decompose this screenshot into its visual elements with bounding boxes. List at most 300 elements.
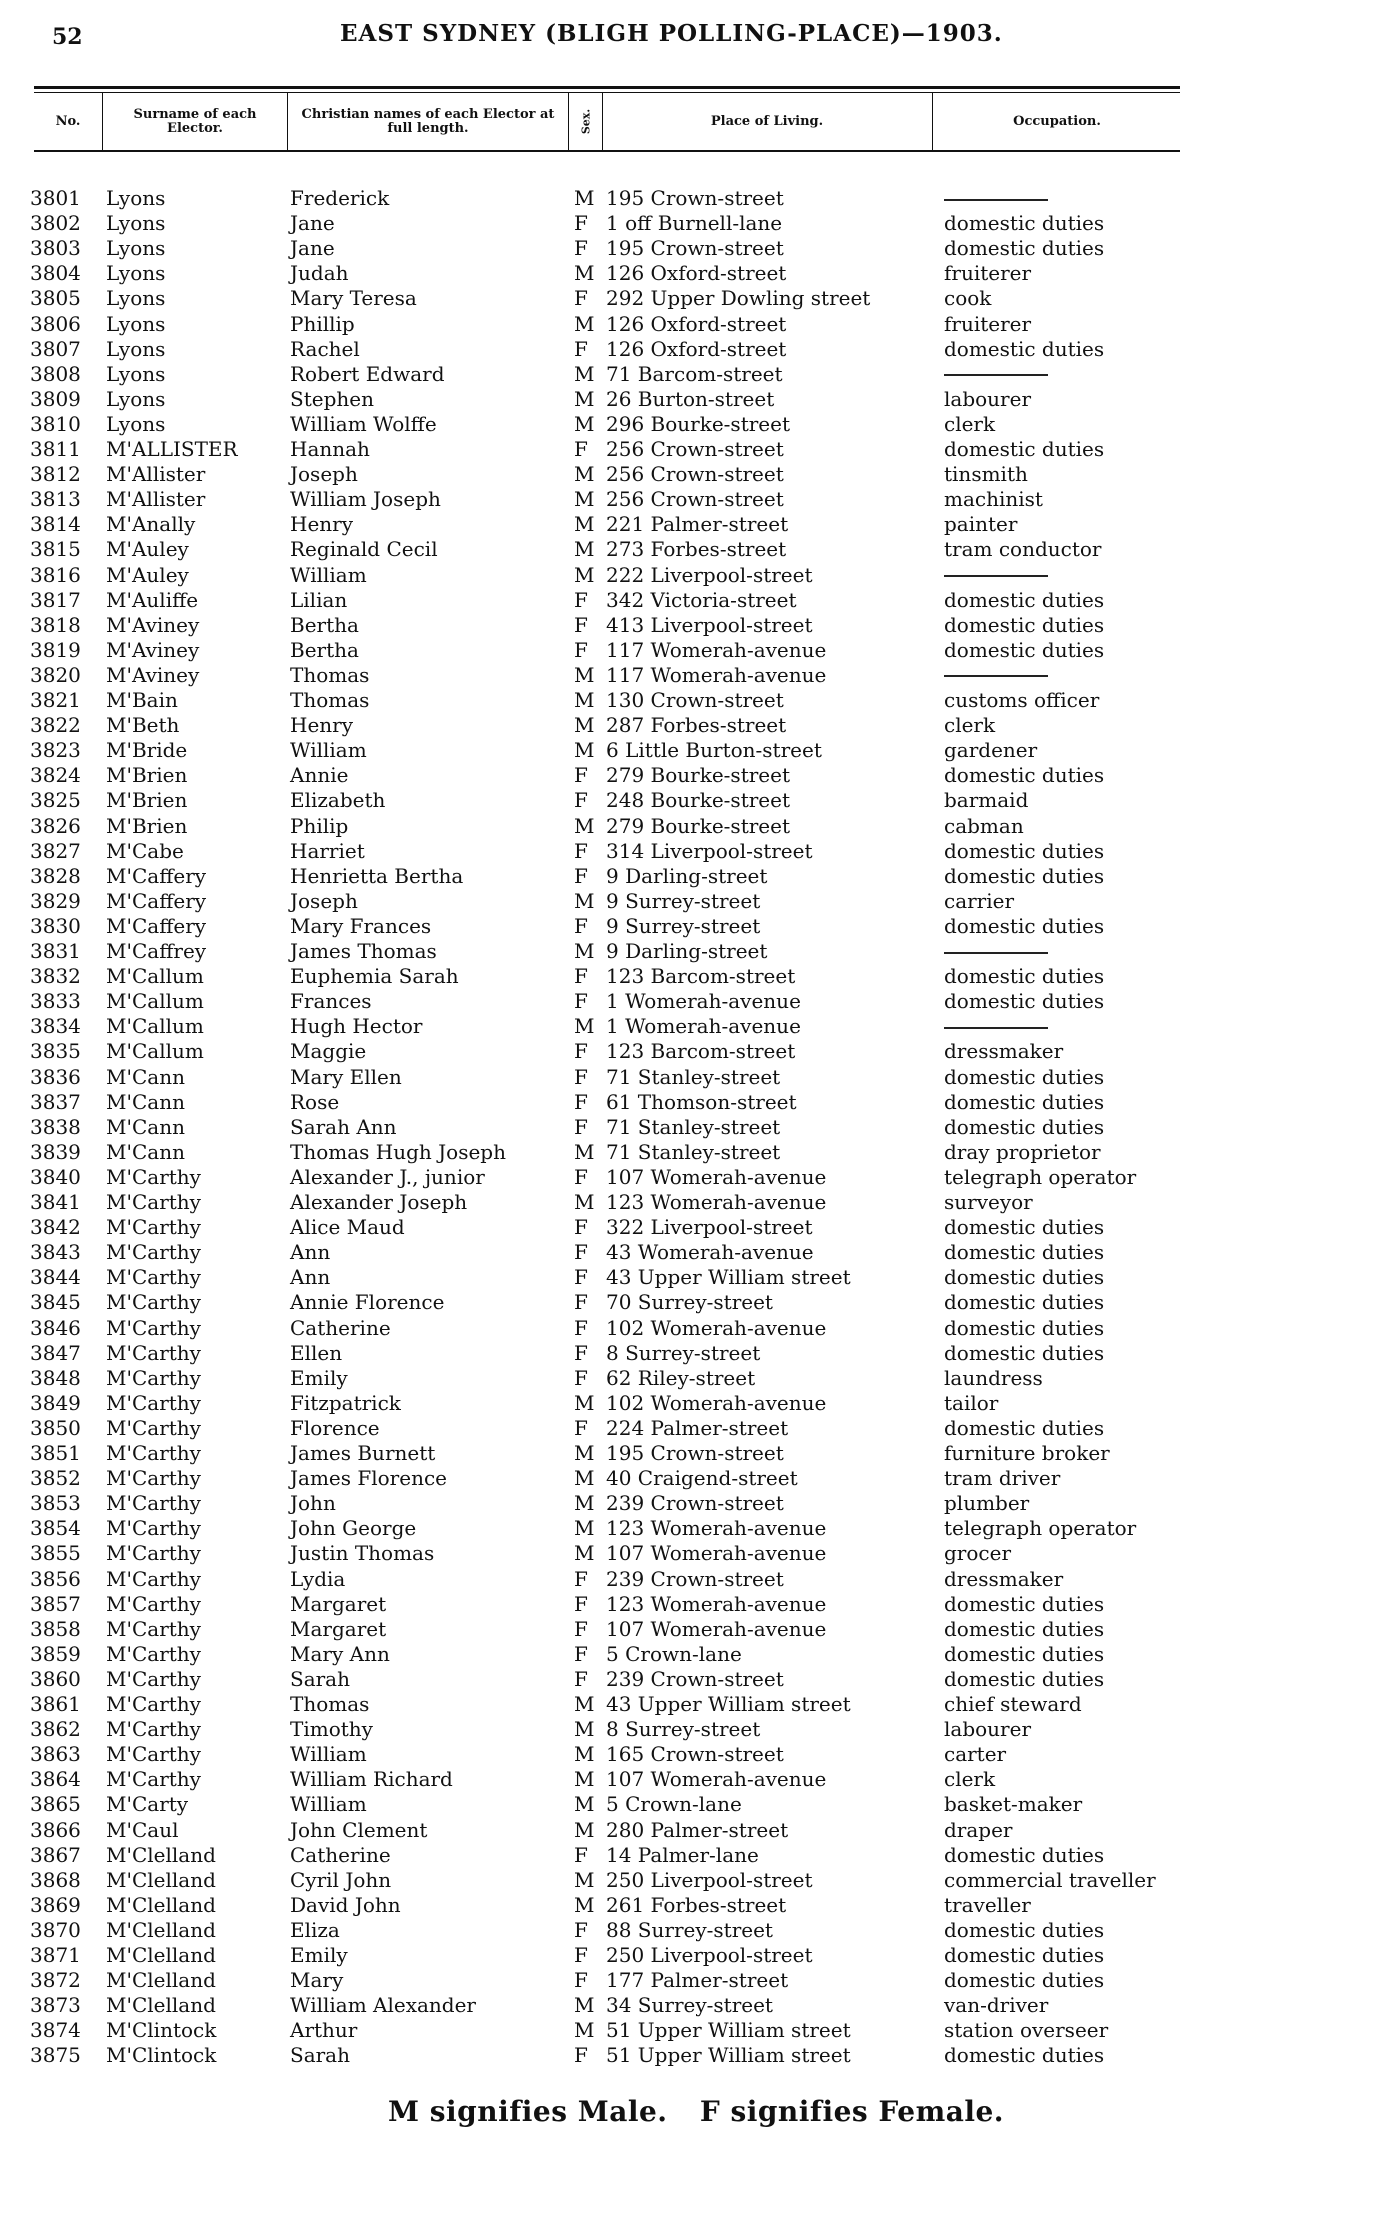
elector-christian-names: Jane (290, 236, 335, 261)
elector-place-of-living: 250 Liverpool-street (606, 1943, 813, 1967)
table-row (0, 512, 1382, 537)
elector-number: 3834 (30, 1014, 81, 1039)
elector-surname: M'Carthy (106, 1591, 201, 1616)
elector-place-of-living: 5 Crown-lane (606, 1641, 742, 1666)
table-row (0, 1165, 1382, 1190)
table-row (0, 939, 1382, 964)
elector-christian-names: William (290, 1742, 367, 1767)
elector-place-of-living: 413 Liverpool-street (606, 612, 813, 637)
elector-occupation: domestic duties (944, 437, 1105, 461)
elector-number: 3845 (30, 1290, 81, 1315)
elector-sex: M (574, 1139, 595, 1164)
elector-christian-names: Sarah (290, 1666, 350, 1691)
table-row (0, 1868, 1382, 1893)
elector-number: 3819 (30, 637, 81, 662)
elector-number: 3838 (30, 1114, 81, 1139)
elector-sex: F (574, 211, 588, 236)
elector-place-of-living: 123 Womerah-avenue (606, 1591, 827, 1616)
elector-number: 3807 (30, 336, 81, 361)
elector-number: 3810 (30, 411, 81, 436)
elector-surname: M'Carthy (106, 1240, 201, 1265)
elector-christian-names: James Florence (290, 1466, 447, 1491)
table-row (0, 537, 1382, 562)
elector-number: 3831 (30, 939, 81, 963)
elector-christian-names: Ann (290, 1240, 331, 1265)
elector-surname: Lyons (106, 286, 166, 311)
elector-place-of-living: 256 Crown-street (606, 462, 784, 487)
elector-sex: M (574, 1491, 595, 1516)
elector-number: 3818 (30, 612, 81, 637)
elector-christian-names: Robert Edward (290, 361, 445, 386)
elector-occupation: carter (944, 1742, 1007, 1767)
elector-place-of-living: 280 Palmer-street (606, 1817, 789, 1842)
elector-place-of-living: 107 Womerah-avenue (606, 1767, 827, 1792)
blank-occupation-dash (944, 575, 1048, 577)
elector-christian-names: Arthur (290, 2018, 358, 2043)
elector-occupation: furniture broker (944, 1441, 1110, 1465)
elector-place-of-living: 126 Oxford-street (606, 336, 787, 361)
elector-surname: M'Anally (106, 512, 196, 537)
elector-surname: M'Cann (106, 1114, 185, 1139)
elector-number: 3863 (30, 1742, 81, 1767)
elector-sex: F (574, 1064, 588, 1089)
elector-christian-names: Sarah Ann (290, 1114, 397, 1139)
elector-sex: F (574, 788, 588, 813)
elector-place-of-living: 342 Victoria-street (606, 587, 797, 612)
elector-surname: M'Carthy (106, 1516, 201, 1541)
elector-number: 3801 (30, 186, 81, 210)
elector-place-of-living: 43 Upper William street (606, 1265, 851, 1290)
table-row (0, 1943, 1382, 1968)
elector-christian-names: Rose (290, 1089, 340, 1114)
elector-christian-names: John Clement (290, 1817, 428, 1842)
elector-occupation: station overseer (944, 2018, 1109, 2043)
elector-occupation (944, 1014, 1174, 1039)
elector-number: 3849 (30, 1390, 81, 1415)
elector-number: 3840 (30, 1164, 81, 1189)
elector-sex: F (574, 763, 588, 788)
column-header-christian-names: Christian names of each Elector at full length. (301, 106, 555, 136)
elector-occupation: clerk (944, 411, 996, 436)
elector-place-of-living: 165 Crown-street (606, 1742, 784, 1767)
elector-occupation: machinist (944, 487, 1043, 512)
elector-sex: F (574, 1415, 588, 1440)
elector-place-of-living: 248 Bourke-street (606, 788, 790, 813)
elector-occupation: domestic duties (944, 989, 1105, 1014)
elector-occupation: grocer (944, 1541, 1012, 1566)
column-header-no: No. (55, 113, 81, 129)
elector-sex: F (574, 1039, 588, 1064)
elector-sex: F (574, 437, 588, 461)
elector-place-of-living: 195 Crown-street (606, 236, 784, 261)
elector-place-of-living: 123 Barcom-street (606, 1039, 796, 1064)
elector-place-of-living: 292 Upper Dowling street (606, 286, 871, 311)
elector-number: 3813 (30, 487, 81, 512)
elector-occupation: domestic duties (944, 236, 1105, 261)
elector-christian-names: Alexander J., junior (290, 1164, 485, 1189)
elector-place-of-living: 273 Forbes-street (606, 537, 787, 562)
elector-place-of-living: 296 Bourke-street (606, 411, 790, 436)
elector-place-of-living: 195 Crown-street (606, 186, 784, 210)
elector-place-of-living: 62 Riley-street (606, 1365, 756, 1390)
elector-surname: M'Clelland (106, 1892, 216, 1917)
elector-christian-names: Mary Ellen (290, 1064, 402, 1089)
table-row (0, 437, 1382, 462)
elector-place-of-living: 279 Bourke-street (606, 813, 790, 838)
column-divider (932, 93, 933, 150)
elector-sex: F (574, 913, 588, 938)
table-row (0, 1240, 1382, 1265)
elector-sex: M (574, 1014, 595, 1039)
elector-number: 3848 (30, 1365, 81, 1390)
elector-christian-names: Thomas (290, 662, 370, 687)
elector-place-of-living: 239 Crown-street (606, 1566, 784, 1591)
elector-sex: F (574, 1340, 588, 1365)
elector-christian-names: William Richard (290, 1767, 453, 1792)
elector-surname: M'Carthy (106, 1290, 201, 1315)
elector-surname: M'Aviney (106, 637, 200, 662)
elector-surname: M'Cann (106, 1089, 185, 1114)
elector-occupation: telegraph operator (944, 1164, 1137, 1189)
elector-occupation: domestic duties (944, 587, 1105, 612)
table-row (0, 1391, 1382, 1416)
elector-surname: M'Carthy (106, 1491, 201, 1516)
elector-occupation: tailor (944, 1390, 999, 1415)
elector-number: 3850 (30, 1415, 81, 1440)
elector-place-of-living: 1 Womerah-avenue (606, 1014, 801, 1039)
elector-surname: M'Clelland (106, 1993, 216, 2018)
elector-place-of-living: 117 Womerah-avenue (606, 637, 827, 662)
elector-surname: M'Bride (106, 738, 188, 763)
table-row (0, 989, 1382, 1014)
elector-number: 3847 (30, 1340, 81, 1365)
table-row (0, 487, 1382, 512)
elector-sex: M (574, 562, 595, 587)
elector-sex: M (574, 2018, 595, 2043)
table-row (0, 1290, 1382, 1315)
table-row (0, 1140, 1382, 1165)
elector-occupation: gardener (944, 738, 1038, 763)
table-row (0, 1190, 1382, 1215)
elector-christian-names: Bertha (290, 612, 359, 637)
elector-occupation: domestic duties (944, 838, 1105, 863)
elector-sex: F (574, 1164, 588, 1189)
elector-surname: M'Caul (106, 1817, 179, 1842)
elector-sex: F (574, 1641, 588, 1666)
elector-number: 3816 (30, 562, 81, 587)
elector-sex: F (574, 1215, 588, 1240)
elector-occupation: surveyor (944, 1190, 1033, 1214)
elector-sex: F (574, 1089, 588, 1114)
table-row (0, 1993, 1382, 2018)
table-row (0, 1416, 1382, 1441)
elector-surname: M'Brien (106, 788, 188, 813)
elector-surname: M'Carthy (106, 1164, 201, 1189)
elector-christian-names: Timothy (290, 1717, 373, 1742)
elector-christian-names: Henrietta Bertha (290, 863, 464, 888)
elector-occupation: domestic duties (944, 1114, 1105, 1139)
elector-place-of-living: 14 Palmer-lane (606, 1842, 759, 1867)
elector-occupation: domestic duties (944, 1415, 1105, 1440)
elector-christian-names: Catherine (290, 1315, 391, 1340)
elector-place-of-living: 123 Barcom-street (606, 964, 796, 989)
elector-christian-names: Mary Ann (290, 1641, 390, 1666)
column-divider (102, 93, 103, 150)
elector-occupation: domestic duties (944, 1616, 1105, 1641)
elector-place-of-living: 9 Surrey-street (606, 913, 761, 938)
elector-occupation: domestic duties (944, 964, 1105, 989)
elector-place-of-living: 43 Upper William street (606, 1692, 851, 1716)
elector-number: 3804 (30, 261, 81, 286)
elector-occupation: carrier (944, 888, 1015, 913)
elector-number: 3861 (30, 1692, 81, 1716)
table-row (0, 236, 1382, 261)
elector-christian-names: William (290, 1792, 367, 1817)
table-row (0, 1642, 1382, 1667)
elector-place-of-living: 107 Womerah-avenue (606, 1616, 827, 1641)
elector-christian-names: Lilian (290, 587, 348, 612)
elector-place-of-living: 322 Liverpool-street (606, 1215, 813, 1240)
table-row (0, 1818, 1382, 1843)
page-title: EAST SYDNEY (BLIGH POLLING-PLACE)—1903. (340, 20, 1003, 47)
elector-number: 3830 (30, 913, 81, 938)
elector-place-of-living: 9 Surrey-street (606, 888, 761, 913)
elector-place-of-living: 239 Crown-street (606, 1491, 784, 1516)
elector-christian-names: Phillip (290, 311, 355, 336)
elector-number: 3824 (30, 763, 81, 788)
elector-place-of-living: 130 Crown-street (606, 688, 784, 712)
elector-surname: M'Carthy (106, 1215, 201, 1240)
elector-christian-names: Catherine (290, 1842, 391, 1867)
elector-number: 3825 (30, 788, 81, 813)
elector-occupation: domestic duties (944, 763, 1105, 788)
table-row (0, 312, 1382, 337)
elector-surname: M'Carthy (106, 1190, 201, 1214)
elector-surname: M'Callum (106, 1014, 204, 1039)
table-row (0, 1717, 1382, 1742)
elector-occupation: dray proprietor (944, 1139, 1101, 1164)
elector-christian-names: Florence (290, 1415, 380, 1440)
elector-occupation: van-driver (944, 1993, 1049, 2018)
elector-place-of-living: 287 Forbes-street (606, 713, 787, 738)
elector-occupation: tinsmith (944, 462, 1028, 487)
elector-sex: M (574, 662, 595, 687)
elector-surname: M'Aviney (106, 612, 200, 637)
elector-surname: M'Carthy (106, 1315, 201, 1340)
elector-number: 3815 (30, 537, 81, 562)
elector-sex: F (574, 587, 588, 612)
elector-place-of-living: 314 Liverpool-street (606, 838, 813, 863)
elector-sex: M (574, 1190, 595, 1214)
table-row (0, 864, 1382, 889)
elector-christian-names: William Joseph (290, 487, 441, 512)
elector-christian-names: Henry (290, 512, 354, 537)
elector-occupation: tram conductor (944, 537, 1102, 562)
elector-sex: F (574, 336, 588, 361)
elector-christian-names: Thomas Hugh Joseph (290, 1139, 506, 1164)
table-row (0, 337, 1382, 362)
elector-sex: M (574, 361, 595, 386)
elector-number: 3851 (30, 1441, 81, 1465)
elector-place-of-living: 126 Oxford-street (606, 261, 787, 286)
elector-sex: M (574, 512, 595, 537)
elector-christian-names: James Thomas (290, 939, 437, 963)
elector-christian-names: Bertha (290, 637, 359, 662)
table-row (0, 1466, 1382, 1491)
elector-occupation: domestic duties (944, 336, 1105, 361)
elector-christian-names: William Wolffe (290, 411, 437, 436)
elector-surname: M'Clelland (106, 1943, 216, 1967)
elector-sex: M (574, 462, 595, 487)
table-row (0, 713, 1382, 738)
elector-christian-names: Eliza (290, 1917, 340, 1942)
elector-surname: M'Caffery (106, 888, 207, 913)
table-row (0, 186, 1382, 211)
elector-surname: M'Carthy (106, 1265, 201, 1290)
elector-surname: M'Beth (106, 713, 180, 738)
elector-place-of-living: 222 Liverpool-street (606, 562, 813, 587)
elector-number: 3812 (30, 462, 81, 487)
elector-surname: M'Clintock (106, 2018, 217, 2043)
elector-christian-names: Stephen (290, 386, 374, 411)
elector-surname: Lyons (106, 411, 166, 436)
elector-occupation (944, 939, 1174, 964)
elector-sex: M (574, 537, 595, 562)
elector-place-of-living: 1 Womerah-avenue (606, 989, 801, 1014)
elector-christian-names: Ann (290, 1265, 331, 1290)
elector-number: 3803 (30, 236, 81, 261)
elector-occupation (944, 663, 1174, 688)
elector-surname: M'Caffery (106, 913, 207, 938)
elector-christian-names: Harriet (290, 838, 365, 863)
elector-christian-names: Justin Thomas (290, 1541, 435, 1566)
elector-number: 3864 (30, 1767, 81, 1792)
table-row (0, 1667, 1382, 1692)
table-row (0, 1115, 1382, 1140)
page-number: 52 (52, 24, 83, 50)
elector-sex: M (574, 1466, 595, 1491)
header-rule-top (34, 86, 1180, 89)
elector-surname: M'Clintock (106, 2043, 217, 2068)
elector-sex: M (574, 688, 595, 712)
elector-number: 3833 (30, 989, 81, 1014)
table-row (0, 1090, 1382, 1115)
elector-surname: M'Carty (106, 1792, 189, 1817)
elector-sex: M (574, 888, 595, 913)
blank-occupation-dash (944, 952, 1048, 954)
elector-surname: M'Auliffe (106, 587, 199, 612)
table-row (0, 889, 1382, 914)
elector-number: 3820 (30, 662, 81, 687)
elector-place-of-living: 256 Crown-street (606, 487, 784, 512)
table-row (0, 563, 1382, 588)
elector-sex: F (574, 286, 588, 311)
elector-sex: M (574, 1867, 595, 1892)
elector-christian-names: Mary (290, 1968, 344, 1993)
blank-occupation-dash (944, 374, 1048, 376)
table-row (0, 588, 1382, 613)
elector-surname: M'Auley (106, 562, 189, 587)
elector-occupation: painter (944, 512, 1018, 537)
elector-number: 3852 (30, 1466, 81, 1491)
elector-occupation: customs officer (944, 688, 1100, 712)
table-row (0, 1843, 1382, 1868)
elector-number: 3811 (30, 437, 81, 461)
elector-surname: M'Carthy (106, 1340, 201, 1365)
elector-number: 3865 (30, 1792, 81, 1817)
table-row (0, 1567, 1382, 1592)
elector-place-of-living: 9 Darling-street (606, 863, 768, 888)
elector-surname: M'Carthy (106, 1767, 201, 1792)
elector-place-of-living: 40 Craigend-street (606, 1466, 798, 1491)
elector-surname: M'Callum (106, 1039, 204, 1064)
elector-place-of-living: 126 Oxford-street (606, 311, 787, 336)
elector-number: 3855 (30, 1541, 81, 1566)
elector-place-of-living: 1 off Burnell-lane (606, 211, 783, 236)
elector-number: 3835 (30, 1039, 81, 1064)
elector-christian-names: William (290, 562, 367, 587)
elector-place-of-living: 250 Liverpool-street (606, 1867, 813, 1892)
elector-place-of-living: 107 Womerah-avenue (606, 1164, 827, 1189)
elector-number: 3868 (30, 1867, 81, 1892)
elector-place-of-living: 34 Surrey-street (606, 1993, 773, 2018)
elector-christian-names: Hannah (290, 437, 370, 461)
elector-sex: F (574, 1365, 588, 1390)
elector-number: 3870 (30, 1917, 81, 1942)
elector-sex: M (574, 411, 595, 436)
elector-occupation: domestic duties (944, 1842, 1105, 1867)
elector-place-of-living: 5 Crown-lane (606, 1792, 742, 1817)
elector-surname: M'Clelland (106, 1968, 216, 1993)
elector-number: 3809 (30, 386, 81, 411)
elector-surname: M'Carthy (106, 1415, 201, 1440)
table-row (0, 1366, 1382, 1391)
table-row (0, 1065, 1382, 1090)
elector-sex: F (574, 1240, 588, 1265)
elector-christian-names: Alexander Joseph (290, 1190, 468, 1214)
elector-surname: M'Brien (106, 763, 188, 788)
table-row (0, 2018, 1382, 2043)
table-row (0, 814, 1382, 839)
elector-christian-names: Lydia (290, 1566, 346, 1591)
elector-christian-names: John George (290, 1516, 417, 1541)
elector-occupation: dressmaker (944, 1039, 1064, 1064)
elector-surname: M'Caffery (106, 863, 207, 888)
blank-occupation-dash (944, 199, 1048, 201)
elector-place-of-living: 9 Darling-street (606, 939, 768, 963)
elector-place-of-living: 71 Stanley-street (606, 1114, 781, 1139)
elector-occupation: domestic duties (944, 863, 1105, 888)
elector-christian-names: Joseph (290, 462, 358, 487)
elector-christian-names: Frances (290, 989, 372, 1014)
table-row (0, 914, 1382, 939)
elector-sex: F (574, 989, 588, 1014)
elector-christian-names: Jane (290, 211, 335, 236)
elector-occupation: fruiterer (944, 311, 1032, 336)
table-row (0, 462, 1382, 487)
elector-occupation: plumber (944, 1491, 1030, 1516)
elector-surname: Lyons (106, 186, 166, 210)
elector-occupation (944, 186, 1174, 211)
table-row (0, 788, 1382, 813)
elector-sex: M (574, 261, 595, 286)
elector-sex: F (574, 1943, 588, 1967)
elector-number: 3827 (30, 838, 81, 863)
elector-occupation: domestic duties (944, 1315, 1105, 1340)
table-row (0, 839, 1382, 864)
table-row (0, 1617, 1382, 1642)
elector-sex: F (574, 1114, 588, 1139)
